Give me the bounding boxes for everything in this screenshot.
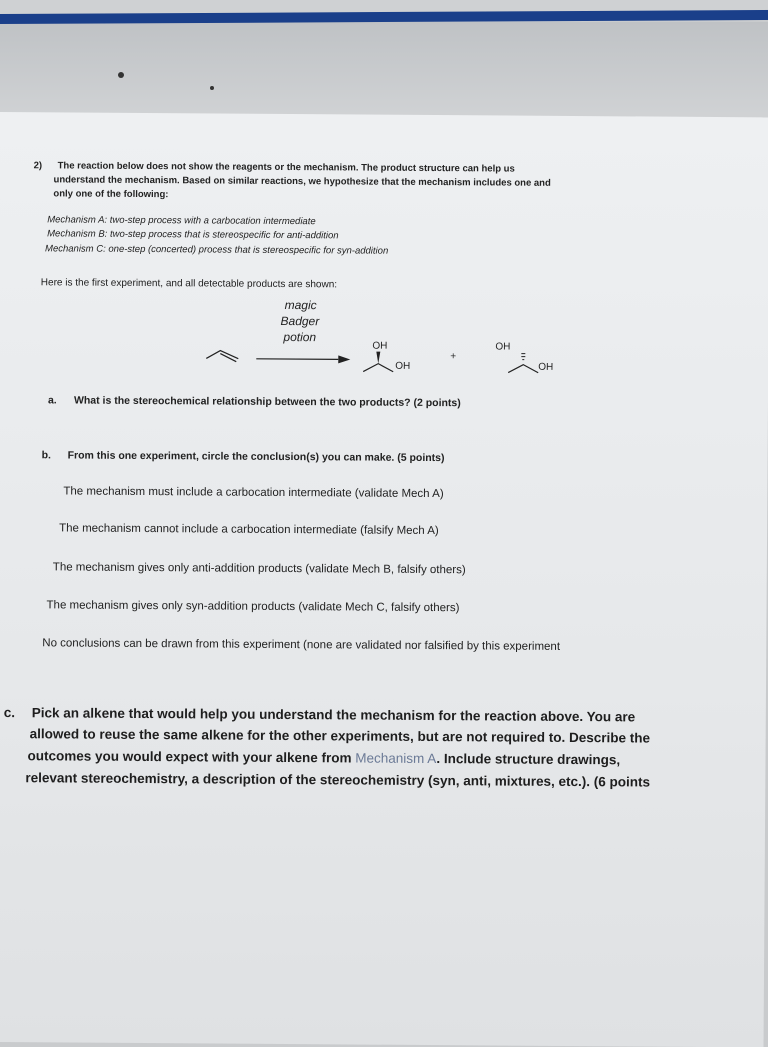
mechanism-b: Mechanism B: two-step process that is stereospecific for anti-addition <box>47 228 339 241</box>
part-c-line: relevant stereochemistry, a description of the stereochemistry (syn, anti, mixtures, etc.). (6 points <box>25 770 650 789</box>
mechanism-a-highlight: Mechanism A <box>355 750 436 766</box>
conclusion-option[interactable]: The mechanism gives only anti-addition products (validate Mech B, falsify others) <box>53 561 466 576</box>
conclusion-option[interactable]: The mechanism gives only syn-addition products (validate Mech C, falsify others) <box>47 599 460 614</box>
intro-line: only one of the following: <box>53 188 168 200</box>
mechanism-a: Mechanism A: two-step process with a carbocation intermediate <box>47 214 315 227</box>
product-1-structure <box>363 364 393 372</box>
conclusion-option[interactable]: The mechanism cannot include a carbocation intermediate (falsify Mech A) <box>59 522 439 537</box>
plus-sign: + <box>450 351 456 362</box>
experiment-intro: Here is the first experiment, and all detectable products are shown: <box>41 277 337 290</box>
part-c-text: . Include structure drawings, <box>436 751 620 767</box>
oh-label: OH <box>538 362 553 373</box>
conclusion-option[interactable]: The mechanism must include a carbocation intermediate (validate Mech A) <box>63 485 443 500</box>
part-c-text: outcomes you would expect with your alkene from <box>27 748 355 765</box>
product-2-structure <box>508 365 538 373</box>
oh-label: OH <box>495 341 510 352</box>
desk-speck <box>210 86 214 90</box>
reagent-line: Badger <box>280 314 319 328</box>
reagent-line: magic <box>285 298 317 312</box>
part-c-line <box>27 748 620 767</box>
reagent-line: potion <box>283 330 316 344</box>
question-number: 2) <box>34 160 43 171</box>
reaction-arrow <box>256 359 338 360</box>
wedge-bond <box>376 352 380 364</box>
arrow-head <box>338 355 350 363</box>
mechanism-c: Mechanism C: one-step (concerted) process that is stereospecific for syn-addition <box>45 243 388 256</box>
reaction-scheme <box>198 338 578 381</box>
conclusion-option[interactable]: No conclusions can be drawn from this experiment (none are validated nor falsified by this experiment <box>42 637 560 653</box>
intro-line: understand the mechanism. Based on similar reactions, we hypothesize that the mechanism includes one and <box>53 174 550 188</box>
worksheet-page <box>0 112 768 1047</box>
part-b-text: From this one experiment, circle the conclusion(s) you can make. (5 points) <box>68 449 445 464</box>
part-c-letter: c. <box>4 705 15 720</box>
part-c-line: Pick an alkene that would help you understand the mechanism for the reaction above. You are <box>32 705 635 724</box>
oh-label: OH <box>372 341 387 352</box>
oh-label: OH <box>395 361 410 372</box>
intro-line: The reaction below does not show the reagents or the mechanism. The product structure can help us <box>58 160 515 174</box>
desk-speck <box>118 72 124 78</box>
part-b-letter: b. <box>42 449 51 461</box>
part-c-line: allowed to reuse the same alkene for the other experiments, but are not required to. Describe the <box>30 726 651 745</box>
part-a-text: What is the stereochemical relationship between the two products? (2 points) <box>74 395 461 410</box>
part-a-letter: a. <box>48 394 57 406</box>
